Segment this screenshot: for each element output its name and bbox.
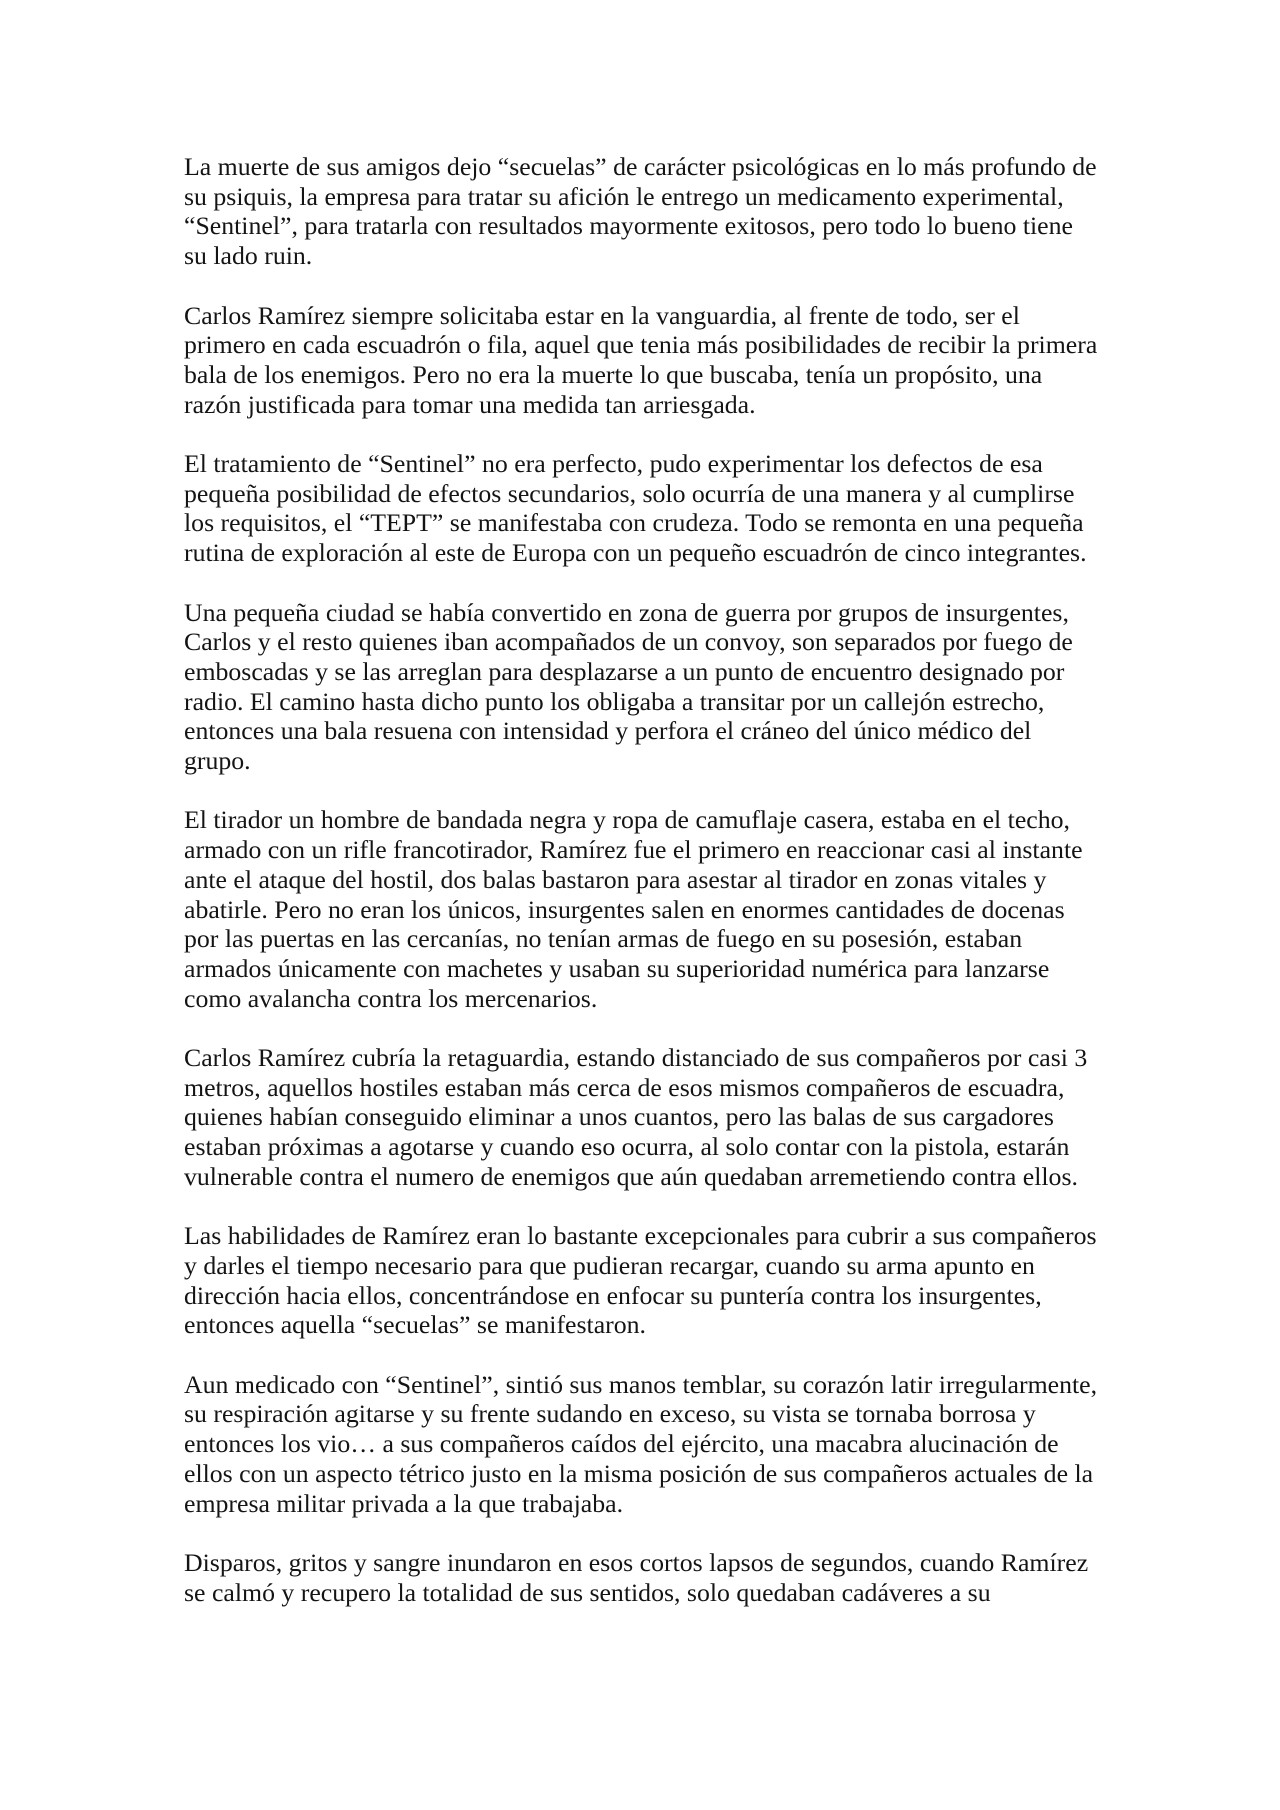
text-line: El tratamiento de “Sentinel” no era perfecto, pudo experimentar los defectos de esa: [184, 449, 1043, 478]
text-line: “Sentinel”, para tratarla con resultados mayormente exitosos, pero todo lo bueno tiene: [184, 211, 1073, 241]
text-line: entonces una bala resuena con intensidad y perfora el cráneo del único médico del: [184, 716, 1032, 746]
text-line: su respiración agitarse y su frente sudando en exceso, su vista se tornaba borrosa y: [184, 1399, 1036, 1429]
text-line: su psiquis, la empresa para tratar su afición le entrego un medicamento experimental,: [184, 181, 1064, 211]
text-line: primero en cada escuadrón o fila, aquel que tenia más posibilidades de recibir la primera: [184, 330, 1098, 360]
paragraph-8: [184, 1370, 1096, 1519]
text-line: armado con un rifle francotirador, Ramírez fue el primero en reaccionar casi al instante: [184, 835, 1083, 865]
text-line: se calmó y recupero la totalidad de sus sentidos, solo quedaban cadáveres a su: [184, 1577, 991, 1607]
text-line: Carlos y el resto quienes iban acompañados de un convoy, son separados por fuego de: [184, 627, 1073, 657]
text-line: grupo.: [184, 746, 251, 776]
text-line: razón justificada para tomar una medida tan arriesgada.: [184, 389, 756, 419]
text-line: rutina de exploración al este de Europa con un pequeño escuadrón de cinco integrantes.: [184, 538, 1087, 568]
text-line: Carlos Ramírez siempre solicitaba estar en la vanguardia, al frente de todo, ser el: [184, 300, 1020, 330]
text-line: entonces los vio… a sus compañeros caídos del ejército, una macabra alucinación de: [184, 1429, 1059, 1459]
text-line: bala de los enemigos. Pero no era la muerte lo que buscaba, tenía un propósito, una: [184, 359, 1043, 389]
paragraph-5: [184, 805, 1096, 1013]
text-line: pequeña posibilidad de efectos secundarios, solo ocurría de una manera y al cumplirse: [184, 478, 1075, 508]
paragraph-1: [184, 152, 1096, 271]
text-line: los requisitos, el “TEPT” se manifestaba con crudeza. Todo se remonta en una pequeña: [184, 508, 1084, 538]
paragraph-9: [184, 1548, 1096, 1607]
text-line: su lado ruin.: [184, 241, 313, 271]
text-line: ante el ataque del hostil, dos balas bastaron para asestar al tirador en zonas vitales y: [184, 864, 1047, 894]
text-line: Carlos Ramírez cubría la retaguardia, estando distanciado de sus compañeros por casi 3: [184, 1043, 1088, 1073]
paragraph-4: [184, 598, 1096, 776]
paragraph-2: [184, 301, 1096, 420]
text-line: radio. El camino hasta dicho punto los obligaba a transitar por un callejón estrecho,: [184, 686, 1045, 716]
text-line: vulnerable contra el numero de enemigos que aún quedaban arremetiendo contra ellos.: [184, 1161, 1078, 1191]
text-line: metros, aquellos hostiles estaban más cerca de esos mismos compañeros de escuadra,: [184, 1072, 1065, 1102]
text-line: empresa militar privada a la que trabajaba.: [184, 1488, 624, 1518]
text-line: El tirador un hombre de bandada negra y ropa de camuflaje casera, estaba en el techo,: [184, 805, 1070, 835]
text-line: como avalancha contra los mercenarios.: [184, 983, 598, 1013]
text-line: Las habilidades de Ramírez eran lo bastante excepcionales para cubrir a sus compañeros: [184, 1221, 1097, 1251]
text-line: por las puertas en las cercanías, no tenían armas de fuego en su posesión, estaban: [184, 924, 1023, 954]
text-line: estaban próximas a agotarse y cuando eso ocurra, al solo contar con la pistola, estarán: [184, 1132, 1070, 1162]
text-line: entonces aquella “secuelas” se manifestaron.: [184, 1310, 646, 1340]
body-text: [184, 152, 1096, 1637]
text-line: y darles el tiempo necesario para que pudieran recargar, cuando su arma apunto en: [184, 1250, 1035, 1280]
text-line: Disparos, gritos y sangre inundaron en esos cortos lapsos de segundos, cuando Ramírez: [184, 1547, 1089, 1577]
text-line: armados únicamente con machetes y usaban su superioridad numérica para lanzarse: [184, 953, 1050, 983]
paragraph-3: [184, 449, 1096, 568]
text-line: La muerte de sus amigos dejo “secuelas” de carácter psicológicas en lo más profundo de: [184, 152, 1097, 181]
text-line: ellos con un aspecto tétrico justo en la misma posición de sus compañeros actuales de la: [184, 1458, 1094, 1488]
text-line: abatirle. Pero no eran los únicos, insurgentes salen en enormes cantidades de docenas: [184, 894, 1065, 924]
paragraph-7: [184, 1221, 1096, 1340]
text-line: dirección hacia ellos, concentrándose en enfocar su puntería contra los insurgentes,: [184, 1280, 1042, 1310]
text-line: quienes habían conseguido eliminar a unos cuantos, pero las balas de sus cargadores: [184, 1102, 1054, 1132]
text-line: emboscadas y se las arreglan para desplazarse a un punto de encuentro designado por: [184, 656, 1065, 686]
text-line: Una pequeña ciudad se había convertido en zona de guerra por grupos de insurgentes,: [184, 597, 1069, 627]
text-line: Aun medicado con “Sentinel”, sintió sus manos temblar, su corazón latir irregularmente,: [184, 1369, 1098, 1399]
paragraph-6: [184, 1043, 1096, 1192]
